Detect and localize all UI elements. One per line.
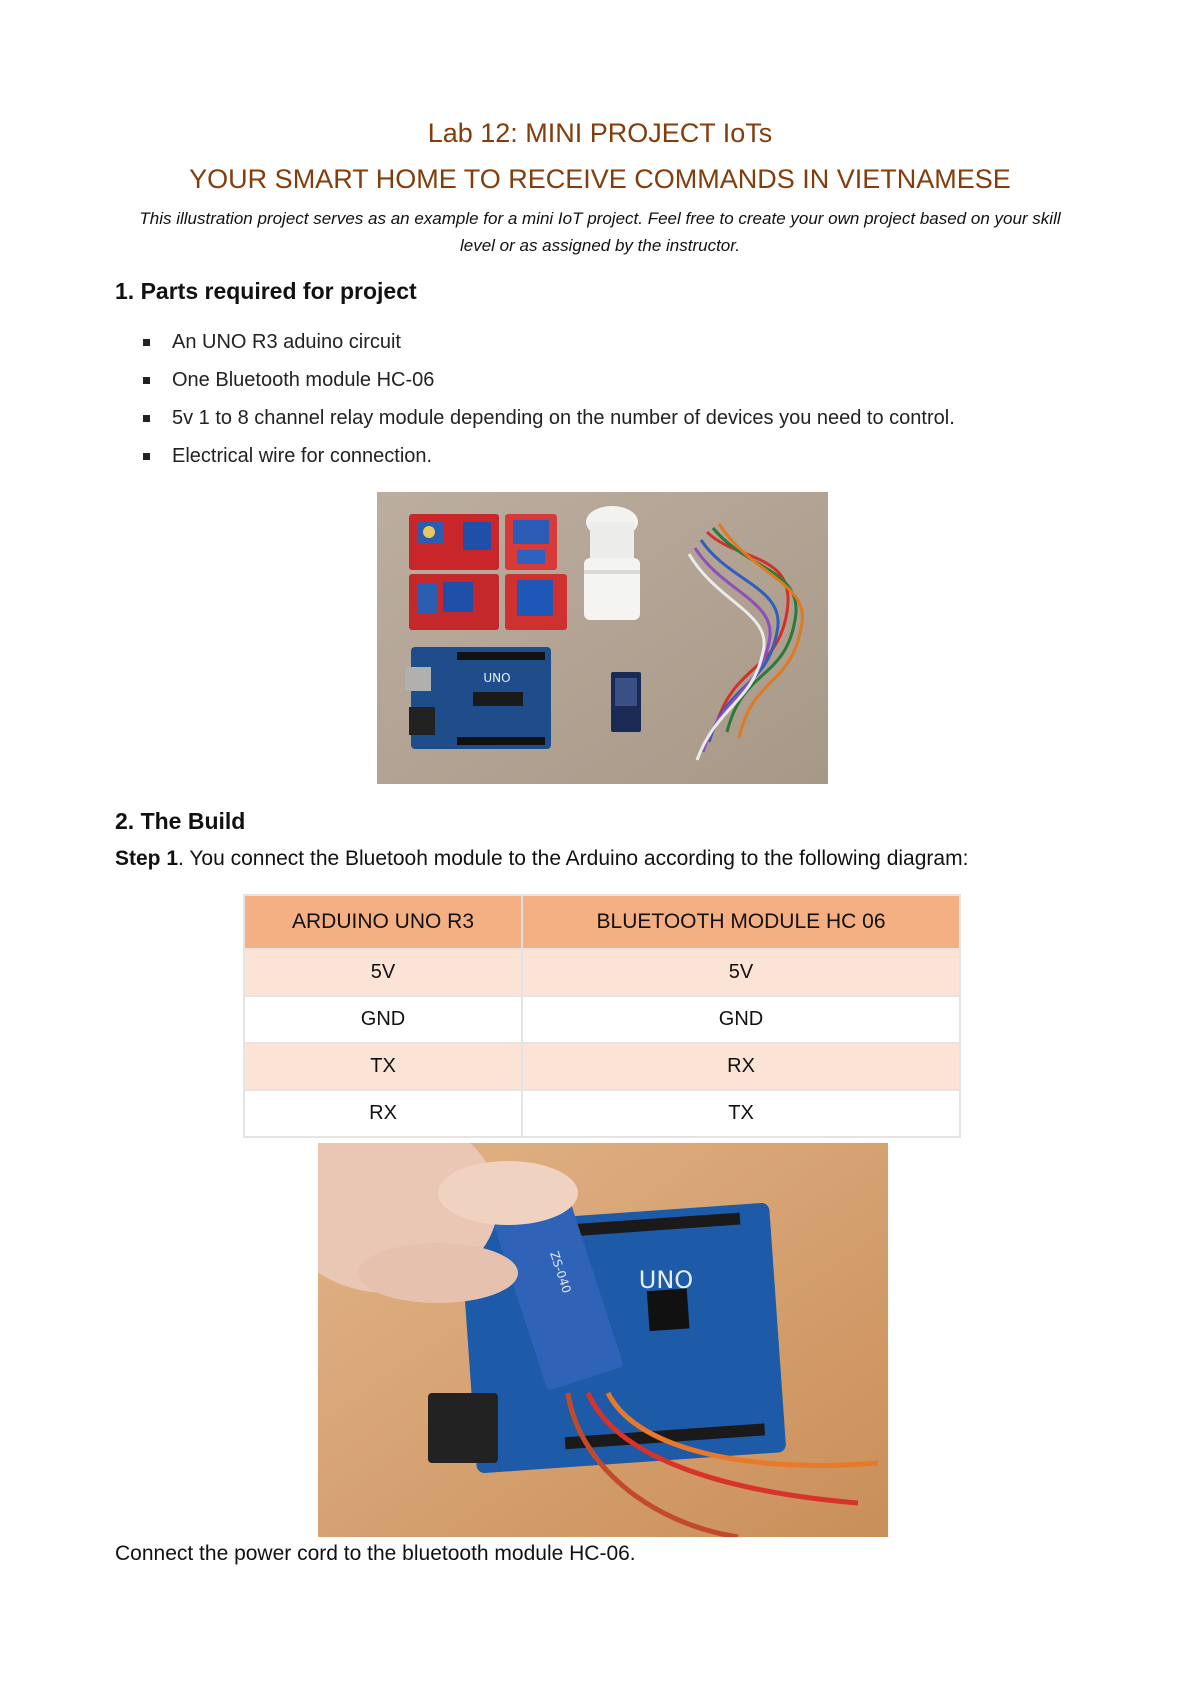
parts-photo-illustration <box>377 492 828 784</box>
svg-text:UNO: UNO <box>638 1266 694 1294</box>
parts-heading: 1. Parts required for project <box>115 278 417 304</box>
table-row <box>244 1043 960 1090</box>
wiring-photo <box>318 1143 888 1537</box>
step-1-label: Step 1 <box>115 847 179 870</box>
relay-module-icon <box>409 514 557 570</box>
parts-list <box>143 327 955 479</box>
table-row <box>244 1090 960 1137</box>
intro-paragraph: This illustration project serves as an example for a mini IoT project. Feel free to create your own project based on your skill level or as assigned by the instructor. <box>139 209 1061 255</box>
bulb-socket-icon <box>584 506 640 620</box>
step-1-text <box>115 847 968 871</box>
table-row <box>244 996 960 1043</box>
parts-photo <box>377 492 828 784</box>
table-header-row <box>244 895 960 949</box>
table-cell: GND <box>244 996 522 1043</box>
bullet-square-icon <box>143 415 150 422</box>
list-item: 5v 1 to 8 channel relay module depending on the number of devices you need to control. <box>143 403 955 441</box>
bullet-square-icon <box>143 339 150 346</box>
wiring-caption: Connect the power cord to the bluetooth module HC-06. <box>115 1542 636 1565</box>
list-item: An UNO R3 aduino circuit <box>143 327 955 365</box>
bluetooth-module-icon <box>611 672 641 732</box>
table-cell: TX <box>522 1090 960 1137</box>
table-cell: 5V <box>244 949 522 996</box>
bullet-square-icon <box>143 453 150 460</box>
relay-module-icon <box>409 574 567 630</box>
svg-text:ZS-040: ZS-040 <box>547 1249 574 1295</box>
table-row <box>244 949 960 996</box>
list-item: Electrical wire for connection. <box>143 441 955 479</box>
arduino-board-icon <box>405 647 551 749</box>
table-cell: RX <box>244 1090 522 1137</box>
column-header-bluetooth: BLUETOOTH MODULE HC 06 <box>522 895 960 949</box>
list-item: One Bluetooth module HC-06 <box>143 365 955 403</box>
table-cell: GND <box>522 996 960 1043</box>
table-cell: TX <box>244 1043 522 1090</box>
wiring-photo-illustration <box>318 1143 888 1537</box>
pin-connection-table <box>243 894 961 1138</box>
build-heading: 2. The Build <box>115 808 246 834</box>
svg-text:UNO: UNO <box>483 671 511 685</box>
step-1-description: . You connect the Bluetooh module to the Arduino according to the following diagram: <box>178 847 969 870</box>
bullet-square-icon <box>143 377 150 384</box>
column-header-arduino: ARDUINO UNO R3 <box>244 895 522 949</box>
document-title: Lab 12: MINI PROJECT IoTs <box>427 118 773 148</box>
document-subtitle: YOUR SMART HOME TO RECEIVE COMMANDS IN VIETNAMESE <box>189 164 1011 194</box>
table-cell: 5V <box>522 949 960 996</box>
table-cell: RX <box>522 1043 960 1090</box>
